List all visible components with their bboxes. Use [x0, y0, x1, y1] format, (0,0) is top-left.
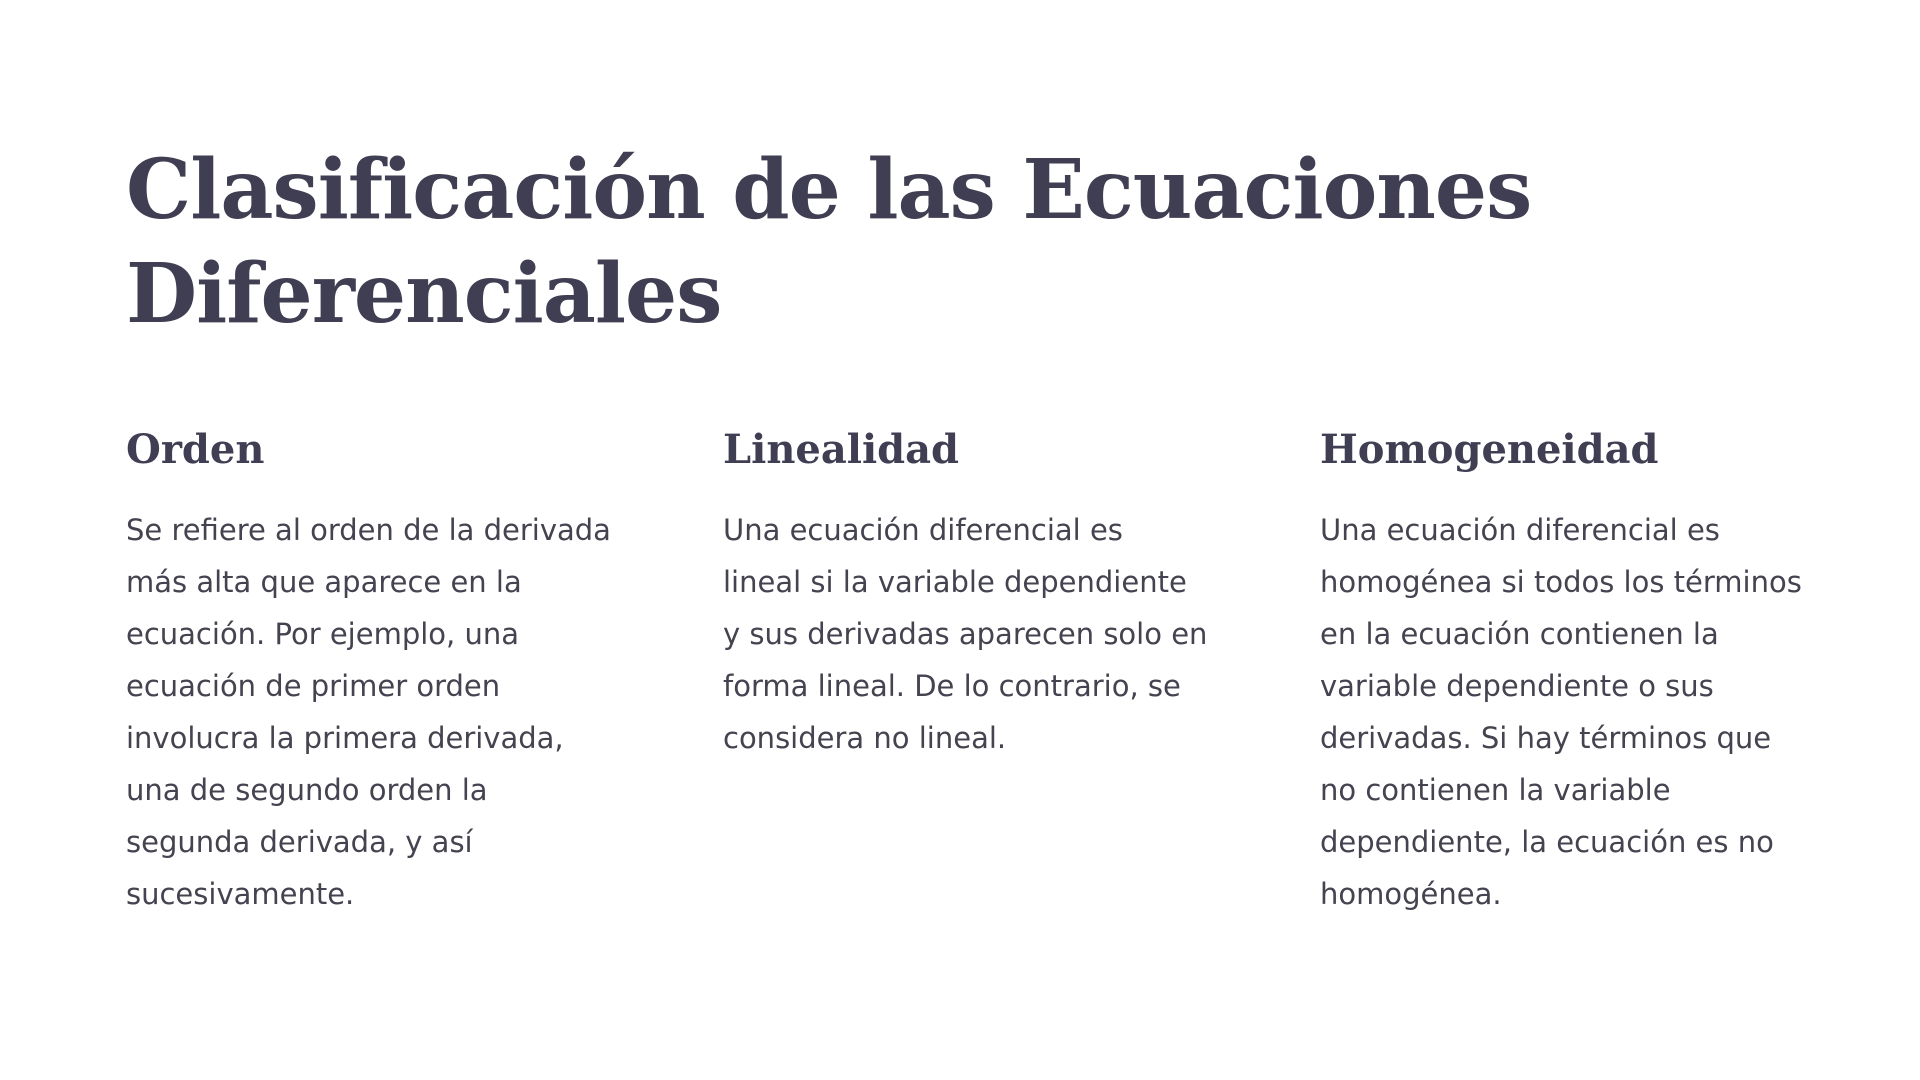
column-heading: Orden — [126, 426, 265, 473]
columns-container — [126, 420, 1803, 920]
column-linealidad — [723, 420, 1206, 920]
column-body: Se refiere al orden de la derivada más alta que aparece en la ecuación. Por ejemplo, una ecuación de primer orden involucra la primera derivada, una de segundo orden la segunda derivada, y así sucesivamente. — [126, 513, 611, 911]
column-homogeneidad — [1320, 420, 1803, 920]
column-heading: Linealidad — [723, 426, 960, 473]
column-heading: Homogeneidad — [1320, 426, 1659, 473]
column-body: Una ecuación diferencial es homogénea si todos los términos en la ecuación contienen la variable dependiente o sus derivadas. Si hay términos que no contienen la variable dependiente, la ecuación es no homogénea. — [1320, 513, 1802, 911]
slide-title: Clasificación de las Ecuaciones Diferenciales — [126, 142, 1532, 342]
column-orden — [126, 420, 609, 920]
column-body: Una ecuación diferencial es lineal si la variable dependiente y sus derivadas aparecen solo en forma lineal. De lo contrario, se considera no lineal. — [723, 513, 1208, 755]
